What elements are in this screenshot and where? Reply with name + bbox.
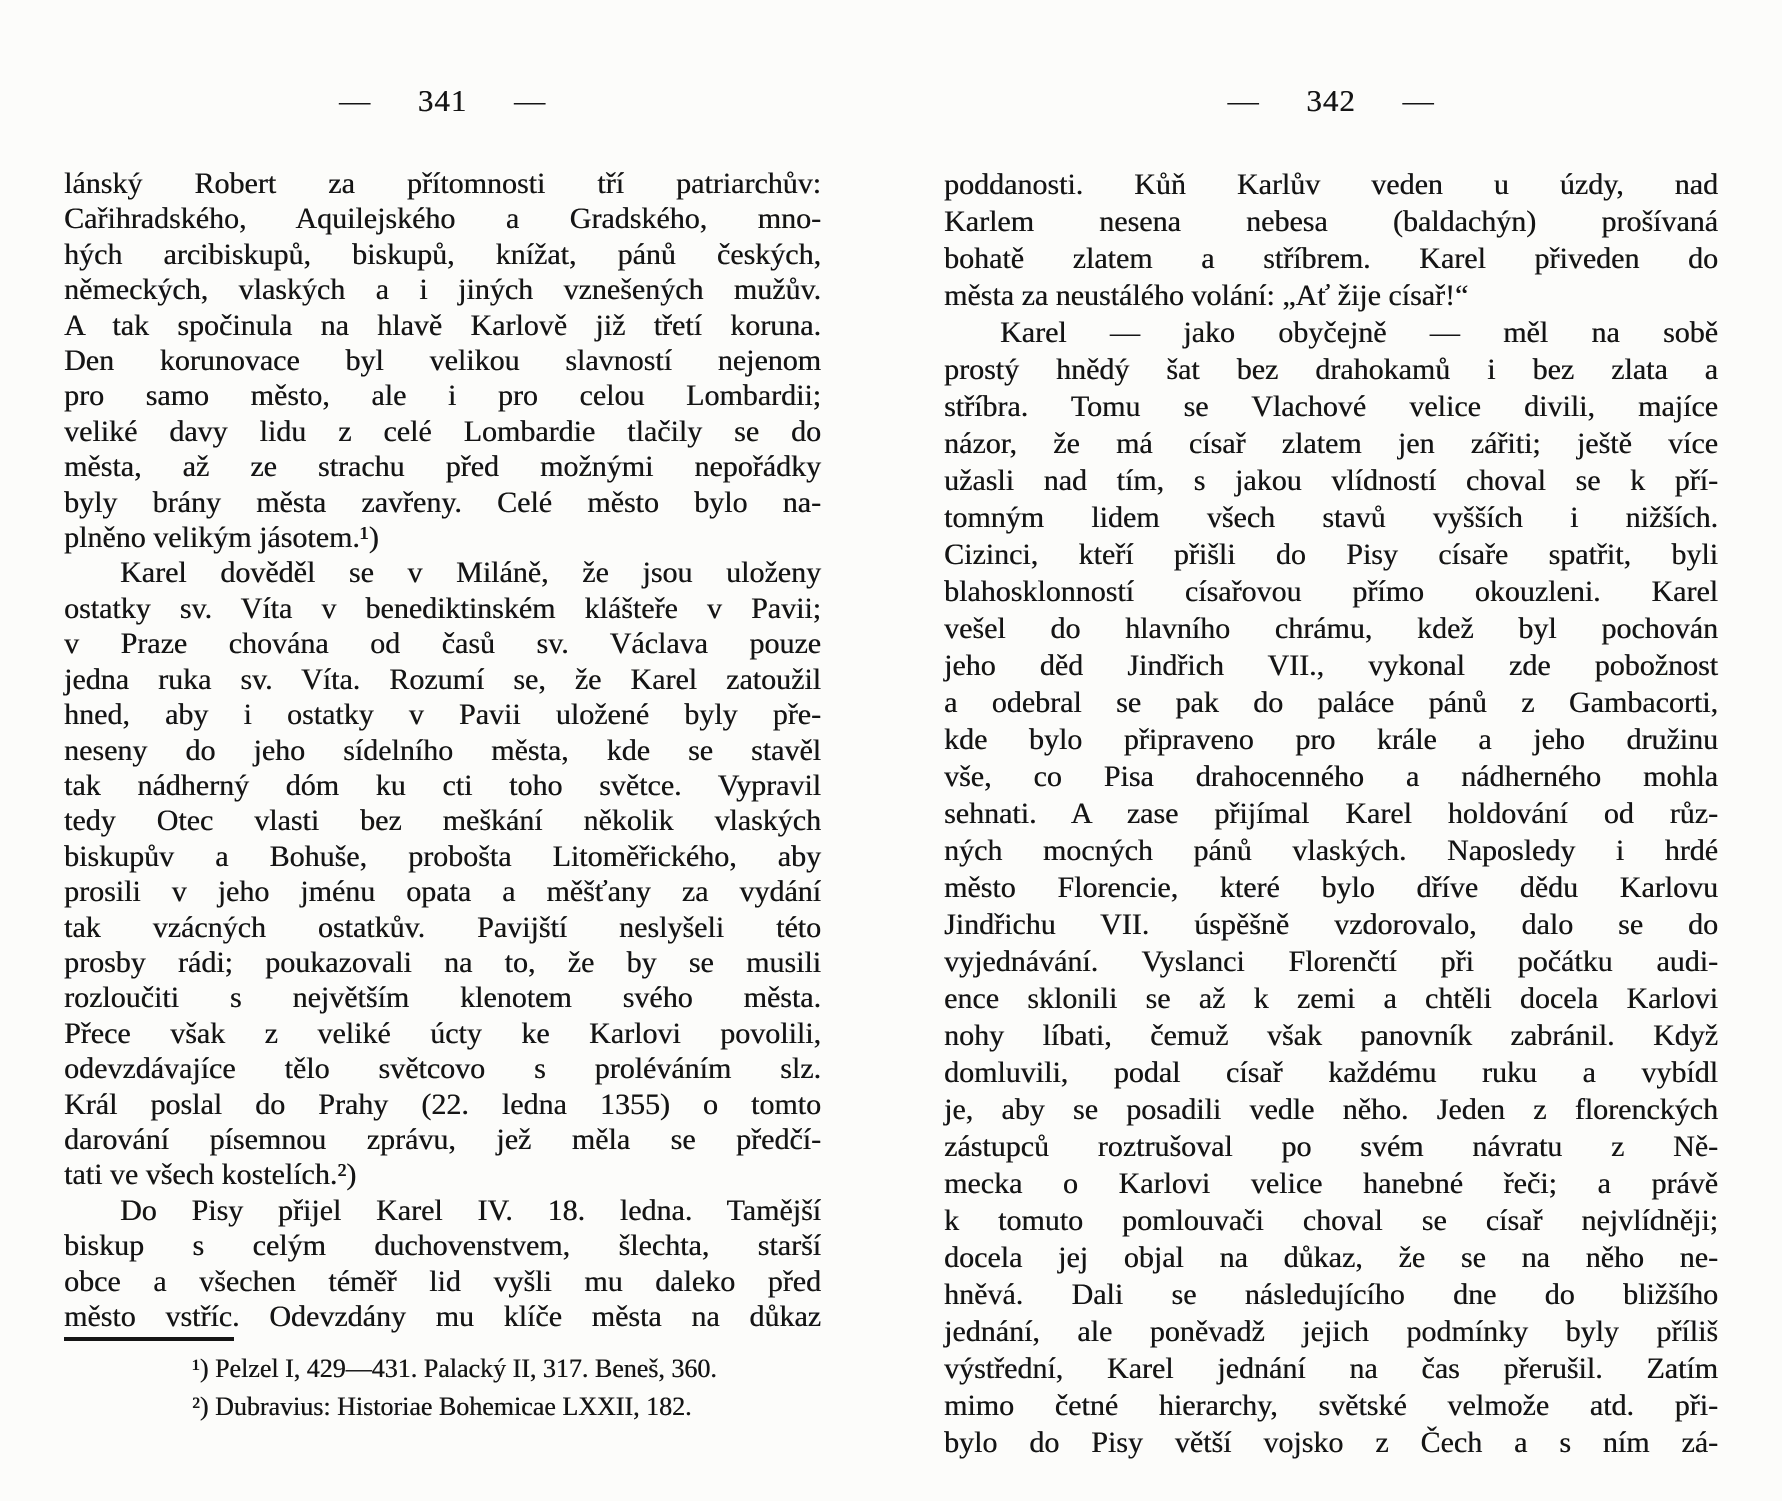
text-line: neseny do jeho sídelního města, kde se stavěl [64,733,821,767]
text-line: město vstříc. Odevzdány mu klíče města na důkaz [64,1300,821,1333]
text-line: prosby rádi; poukazovali na to, že by se musili [64,945,821,979]
text-line: Jindřichu VII. úspěšně vzdorovalo, dalo se do [944,908,1718,941]
footnote-line: ²) Dubravius: Historiae Bohemicae LXXII, 182. [192,1392,692,1422]
text-line: obce a všechen téměř lid vyšli mu daleko před [64,1264,821,1298]
text-line: tak vzácných ostatkův. Pavijští neslyšeli této [64,910,821,944]
text-line: v Praze chována od časů sv. Václava pouze [64,627,821,661]
text-line: domluvili, podal císař každému ruku a vybídl [944,1056,1718,1089]
footnotes [64,1350,821,1426]
text-line: jednání, ale poněvadž jejich podmínky byly příliš [944,1315,1718,1348]
text-line: k tomuto pomlouvači choval se císař nejvlídněji; [944,1204,1718,1237]
text-line: Cařihradského, Aquilejského a Gradského, mno- [64,202,821,236]
text-line: názor, že má císař zlatem jen zářiti; ještě více [944,427,1718,460]
page-341 [64,0,821,1426]
text-line: tak nádherný dóm ku cti toho světce. Vypravil [64,768,821,802]
text-line: užasli nad tím, s jakou vlídností choval se k pří- [944,464,1718,497]
text-line: Den korunovace byl velikou slavností nejenom [64,344,821,378]
text-line: rozloučiti s největším klenotem svého města. [64,981,821,1015]
text-line: je, aby se posadili vedle něho. Jeden z florenckých [944,1093,1718,1126]
footnote-line: ¹) Pelzel I, 429—431. Palacký II, 317. Beneš, 360. [192,1354,717,1384]
text-line: Přece však z veliké úcty ke Karlovi povolili, [64,1016,821,1050]
text-line: bylo do Pisy větší vojsko z Čech a s ním zá- [944,1426,1718,1459]
text-line: a odebral se pak do paláce pánů z Gambacorti, [944,686,1718,719]
page-number-header-341: — 341 — [339,83,546,118]
text-line: veliké davy lidu z celé Lombardie tlačily se do [64,414,821,448]
text-line: biskupův a Bohuše, probošta Litoměřického, aby [64,839,821,873]
text-line: výstřední, Karel jednání na čas přerušil. Zatím [944,1352,1718,1385]
footnote-rule [64,1337,234,1341]
text-line: vše, co Pisa drahocenného a nádherného mohla [944,760,1718,793]
text-line: prosili v jeho jménu opata a měšťany za vydání [64,875,821,909]
text-line: byly brány města zavřeny. Celé město bylo na- [64,485,821,519]
page-342-body [944,166,1718,1461]
text-line: hněvá. Dali se následujícího dne do bližšího [944,1278,1718,1311]
text-line: mimo četné hierarchy, světské velmože atd. při- [944,1389,1718,1422]
text-line: blahosklonností císařovou přímo okouzleni. Karel [944,575,1718,608]
text-line: vyjednávání. Vyslanci Florenčtí při počátku audi- [944,945,1718,978]
text-line: docela jej objal na důkaz, že se na něho ne- [944,1241,1718,1274]
text-line: mecka o Karlovi velice hanebné řeči; a právě [944,1167,1718,1200]
text-line: nohy líbati, čemuž však panovník zabránil. Když [944,1019,1718,1052]
text-line: města, až ze strachu před možnými nepořádky [64,450,821,484]
text-line: darování písemnou zprávu, jež měla se předčí- [64,1122,821,1156]
text-line: hých arcibiskupů, biskupů, knížat, pánů českých, [64,237,821,271]
text-line: odevzdávajíce tělo světcovo s proléváním slz. [64,1052,821,1086]
text-line: tomným lidem všech stavů vyšších i nižších. [944,501,1718,534]
text-line: stříbra. Tomu se Vlachové velice divili, majíce [944,390,1718,423]
text-line: A tak spočinula na hlavě Karlově již třetí koruna. [64,308,821,342]
text-line: pro samo město, ale i pro celou Lombardii; [64,379,821,413]
text-line: hned, aby i ostatky v Pavii uložené byly pře- [64,698,821,732]
text-line: jedna ruka sv. Víta. Rozumí se, že Karel zatoužil [64,662,821,696]
text-line: lánský Robert za přítomnosti tří patriarchův: [64,167,821,200]
text-line: Cizinci, kteří přišli do Pisy císaře spatřit, byli [944,538,1718,571]
text-line: poddanosti. Kůň Karlův veden u úzdy, nad [944,168,1718,201]
text-line: Karel dověděl se v Miláně, že jsou uloženy [120,556,821,590]
page-341-body [64,166,821,1334]
text-line: jeho děd Jindřich VII., vykonal zde pobožnost [944,649,1718,682]
text-line: biskup s celým duchovenstvem, šlechta, starší [64,1229,821,1263]
text-line: kde bylo připraveno pro krále a jeho družinu [944,723,1718,756]
text-line: města za neustálého volání: „Ať žije císař!“ [944,279,1469,312]
text-line: ných mocných pánů vlaských. Naposledy i hrdé [944,834,1718,867]
text-line: Král poslal do Prahy (22. ledna 1355) o tomto [64,1087,821,1121]
page-number-header-342: — 342 — [1227,83,1435,118]
text-line: Do Pisy přijel Karel IV. 18. ledna. Tamější [120,1193,821,1227]
text-line: město Florencie, které bylo dříve dědu Karlovu [944,871,1718,904]
text-line: plněno velikým jásotem.¹) [64,521,379,555]
text-line: bohatě zlatem a stříbrem. Karel přiveden do [944,242,1718,275]
text-line: ostatky sv. Víta v benediktinském klášteře v Pavii; [64,591,821,625]
text-line: ence sklonili se až k zemi a chtěli docela Karlovi [944,982,1718,1015]
text-line: zástupců roztrušoval po svém návratu z Ně- [944,1130,1718,1163]
text-line: prostý hnědý šat bez drahokamů i bez zlata a [944,353,1718,386]
text-line: tedy Otec vlasti bez meškání několik vlaských [64,804,821,838]
text-line: Karel — jako obyčejně — měl na sobě [1000,316,1718,349]
text-line: německých, vlaských a i jiných vznešených mužův. [64,273,821,307]
text-line: vešel do hlavního chrámu, kdež byl pochován [944,612,1718,645]
text-line: sehnati. A zase přijímal Karel holdování od růz- [944,797,1718,830]
text-line: tati ve všech kostelích.²) [64,1158,357,1192]
text-line: Karlem nesena nebesa (baldachýn) prošívaná [944,205,1718,238]
page-342 [944,0,1718,1461]
